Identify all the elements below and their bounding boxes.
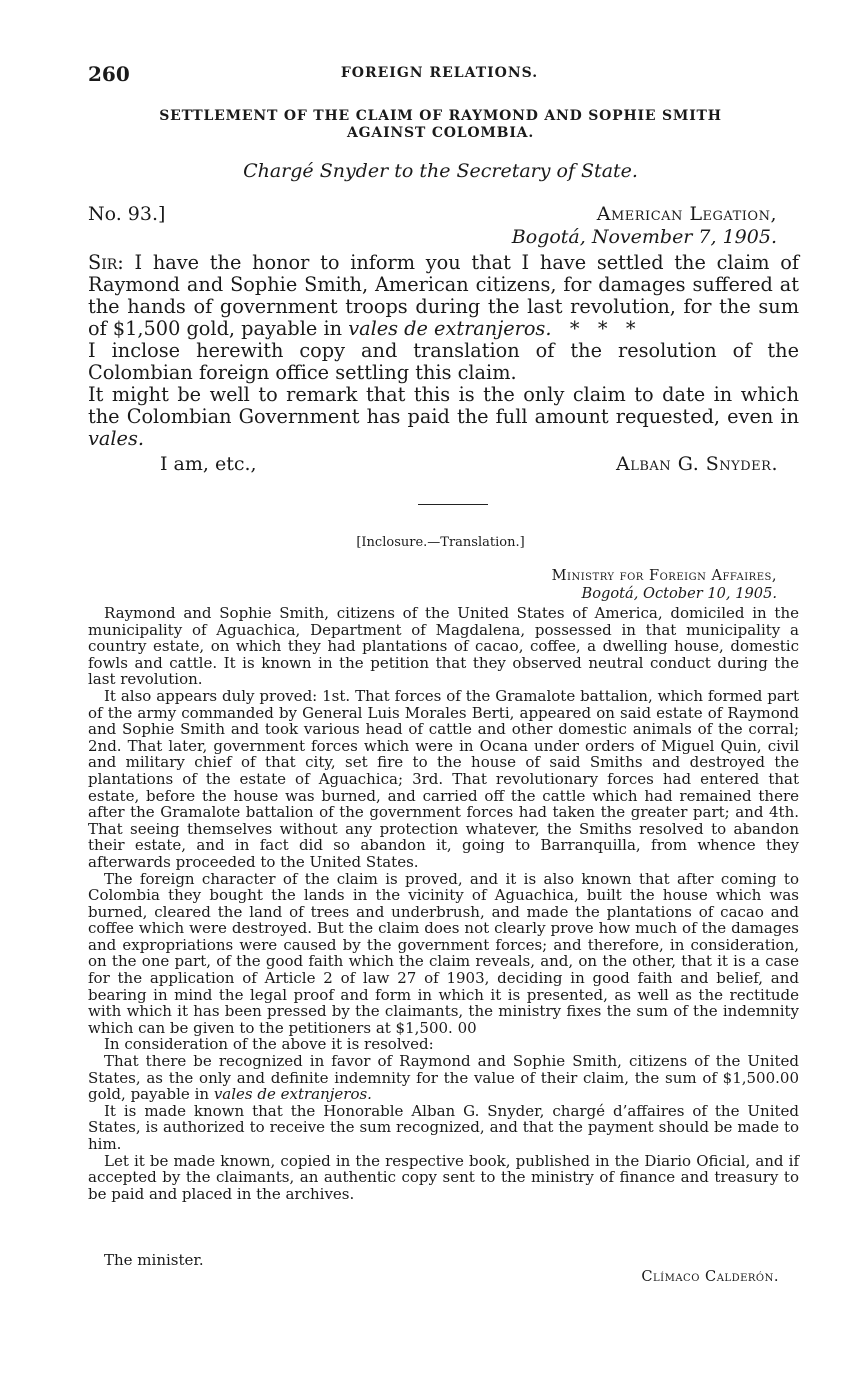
inclosure-paragraph-1: Raymond and Sophie Smith, citizens of the United States of America, domiciled in the municipality of Aguachica, Department of Magdalena, possessed in that municipality a country estate, on which they had plantations of cacao, coffee, a dwelling house, domestic fowls and cattle. It is known in the petition that they observed neutral conduct during the last revolution. — [88, 604, 799, 689]
running-title: FOREIGN RELATIONS. — [340, 65, 539, 81]
inclosure-paragraph-4: In consideration of the above it is resolved: — [104, 1035, 434, 1054]
ministry-name: Ministry for Foreign Affaires, — [551, 567, 777, 584]
document-title — [88, 108, 793, 142]
letter-body — [88, 252, 799, 450]
letter-closing — [88, 453, 778, 477]
inclosure-heading — [552, 567, 777, 603]
letter-paragraph-3-italic: vales. — [88, 427, 144, 450]
inclosure-paragraph-3: The foreign character of the claim is proved, and it is also known that after coming to Colombia they bought the lands in the vicinity of Aguachica, built the house which was burned, cleared the land of trees and underbrush, and made the plantations of cacao and coffee which were destroyed. But the claim does not clearly prove how much of the damages and expropriations were caused by the government forces; and therefore, in consideration, on the one part, of the good faith which the claim reveals, and, on the other, that it is a case for the application of Article 2 of law 27 of 1903, deciding in good faith and belief, and bearing in mind the legal proof and form in which it is presented, as well as the rectitude with which it has been pressed by the claimants, the ministry fixes the sum of the indemnity which can be given to the petitioners at $1,500. 00 — [88, 869, 799, 1037]
letter-paragraph-1-text: I have the honor to inform you that I have settled the claim of Raymond and Sophie Smith, American citizens, for damages suffered at the hands of government troops during the last revolution, for the sum of $1,500 gold, payable in — [88, 251, 799, 340]
letter-paragraph-3-text: It might be well to remark that this is the only claim to date in which the Colombian Government has paid the full amount requested, even in — [88, 383, 799, 428]
legation-name: American Legation, — [596, 203, 777, 225]
inclosure-paragraph-5-italic: vales de extranjeros. — [213, 1085, 372, 1104]
inclosure-paragraph-5-text: That there be recognized in favor of Raymond and Sophie Smith, citizens of the United States, as the only and definite indemnity for the value of their claim, the sum of $1,500.00 gold, payable in — [88, 1052, 799, 1104]
letter-place-date: Bogotá, November 7, 1905. — [511, 226, 777, 248]
title-line-2: AGAINST COLOMBIA. — [346, 125, 535, 141]
page-number: 260 — [88, 62, 130, 86]
minister-line: The minister. — [104, 1251, 204, 1269]
inclosure-paragraph-6: It is made known that the Honorable Alban G. Snyder, chargé d’affaires of the United States, is authorized to receive the sum recognized, and that the payment should be made to him. — [88, 1101, 799, 1153]
inclosure-body — [88, 605, 799, 1202]
inclosure-place-date: Bogotá, October 10, 1905. — [581, 585, 777, 602]
complimentary-close: I am, etc., — [160, 453, 257, 475]
inclosure-signature: Clímaco Calderón. — [641, 1268, 779, 1285]
inclosure-paragraph-7: Let it be made known, copied in the respective book, published in the Diario Oficial, and if accepted by the claimants, an authentic copy sent to the ministry of finance and treasury to be paid and placed in the archives. — [88, 1151, 799, 1203]
letter-paragraph-1-ellipsis: * * * — [551, 317, 636, 340]
running-header — [88, 62, 791, 86]
letter-paragraph-1-italic: vales de extranjeros. — [348, 317, 552, 340]
salutation: Sir: — [88, 251, 124, 274]
despatch-number: No. 93.] — [88, 203, 166, 225]
title-line-1: SETTLEMENT OF THE CLAIM OF RAYMOND AND SOPHIE SMITH — [159, 108, 722, 124]
inclosure-label: [Inclosure.—Translation.] — [356, 535, 525, 550]
letter-signature: Alban G. Snyder. — [615, 453, 778, 475]
inclosure-paragraph-5 — [88, 1053, 799, 1103]
section-divider — [418, 504, 488, 505]
inclosure-paragraph-2: It also appears duly proved: 1st. That forces of the Gramalote battalion, which formed part of the army commanded by General Luis Morales Berti, appeared on said estate of Raymond and Sophie Smith and took various head of cattle and other domestic animals of the corral; 2nd. That later, government forces which were in Ocana under orders of Miguel Quin, civil and military chief of that city, set fire to the house of said Smiths and destroyed the plantations of the estate of Aguachica; 3rd. That revolutionary forces had entered that estate, before the house was burned, and carried off the cattle which had remained there after the Gramalote battalion of the government forces had taken the greater part; and 4th. That seeing themselves without any protection whatever, the Smiths resolved to abandon their estate, and in fact did so abandon it, going to Barranquilla, from whence they afterwards proceeded to the United States. — [88, 686, 799, 871]
letter-heading — [512, 203, 777, 249]
letter-paragraph-2: I inclose herewith copy and translation of the resolution of the Colombian foreign office settling this claim. — [88, 339, 799, 384]
letter-subtitle: Chargé Snyder to the Secretary of State. — [243, 160, 638, 182]
letter-paragraph-3 — [88, 384, 799, 450]
letter-paragraph-1 — [88, 252, 799, 340]
